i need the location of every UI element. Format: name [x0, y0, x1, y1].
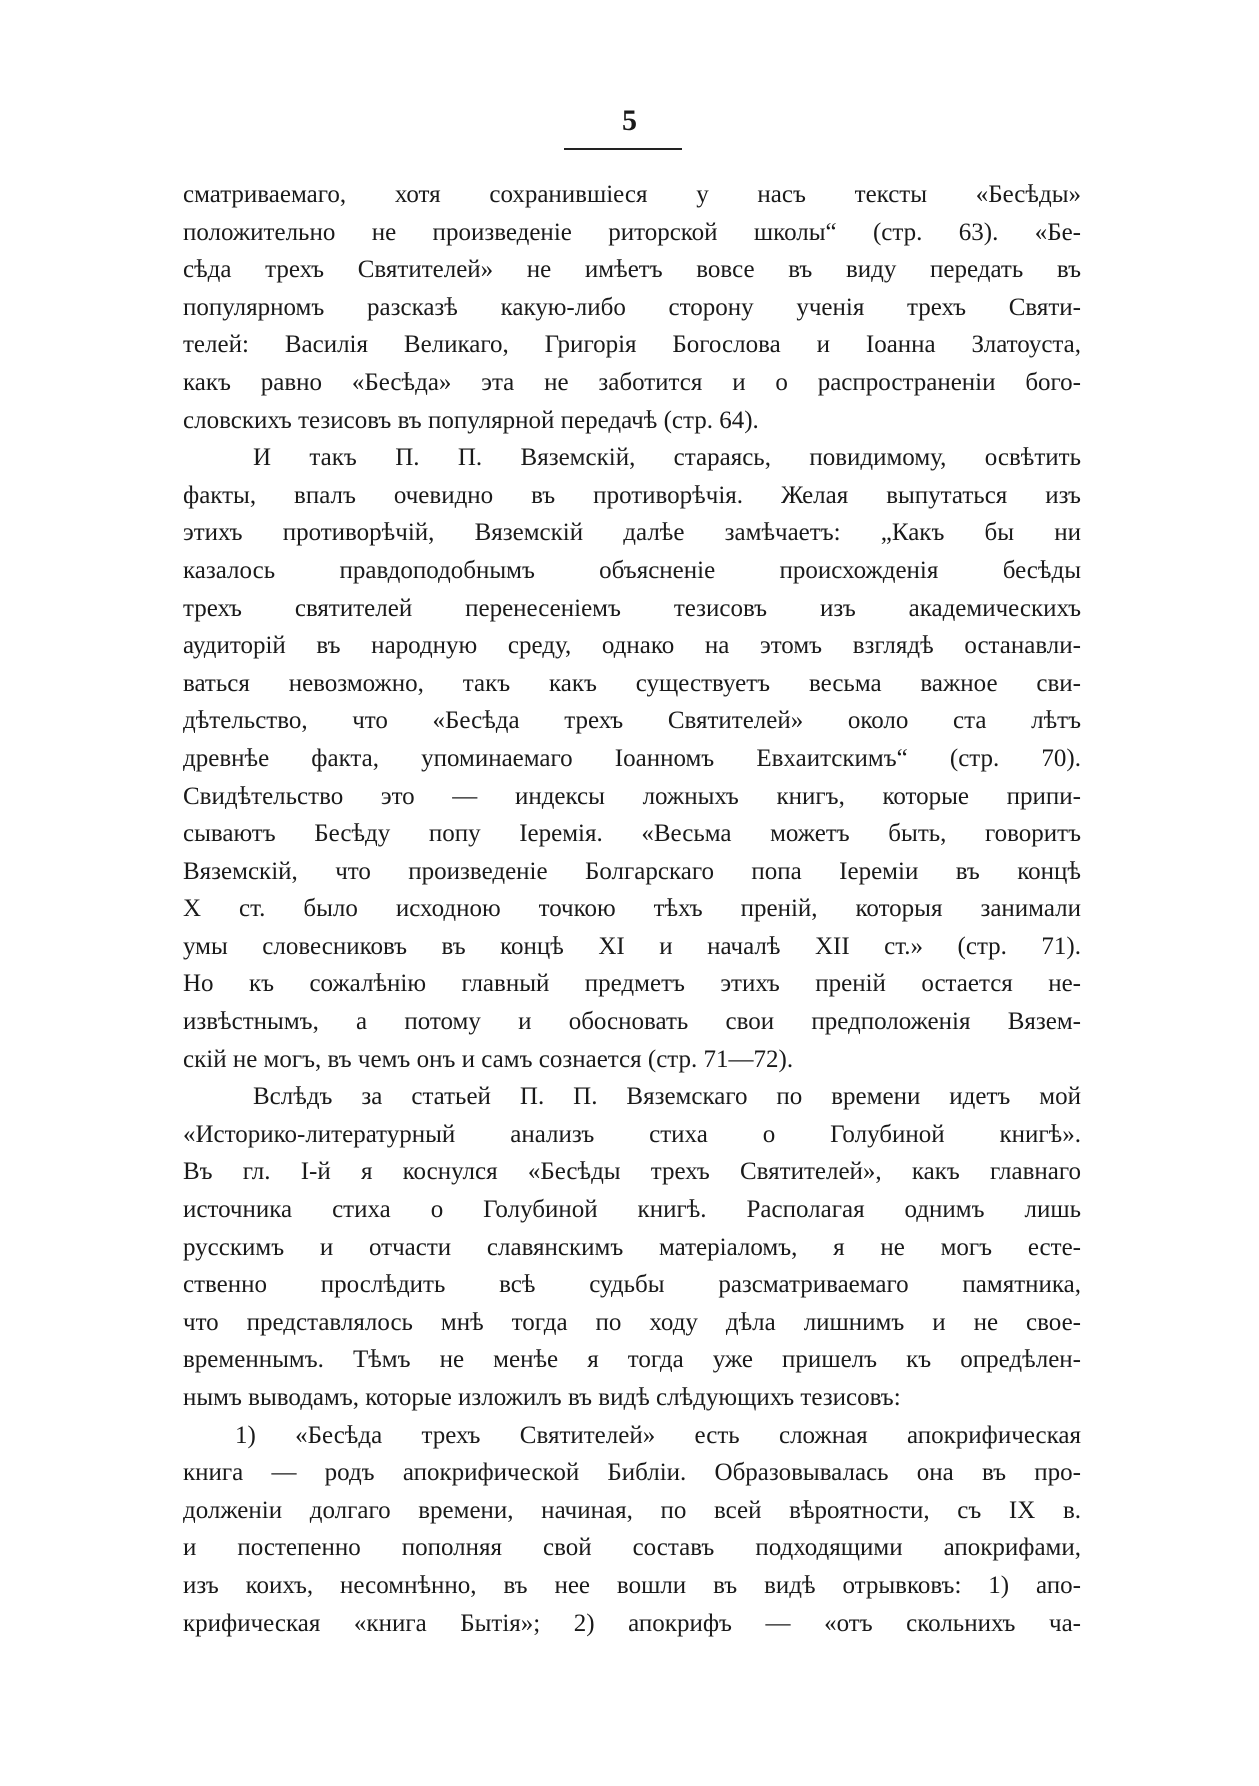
text-line: источника стиха о Голубиной книгѣ. Располагая однимъ лишь	[183, 1196, 1081, 1224]
text-line: Но къ сожалѣнію главный предметъ этихъ преній остается не-	[183, 970, 1081, 998]
text-line: крифическая «книга Бытія»; 2) апокрифъ — «отъ скольнихъ ча-	[183, 1609, 1081, 1637]
text-line: временнымъ. Тѣмъ не менѣе я тогда уже пришелъ къ опредѣлен-	[183, 1346, 1081, 1374]
text-line: дѣтельство, что «Бесѣда трехъ Святителей» около ста лѣтъ	[183, 707, 1081, 735]
text-line: ственно прослѣдить всѣ судьбы разсматриваемаго памятника,	[183, 1271, 1081, 1299]
text-line: и постепенно пополняя свой составъ подходящими апокрифами,	[183, 1534, 1081, 1562]
text-line: Въ гл. I-й я коснулся «Бесѣды трехъ Святителей», какъ главнаго	[183, 1158, 1081, 1186]
paragraph-first-line: 1) «Бесѣда трехъ Святителей» есть сложная апокрифическая	[235, 1421, 1081, 1449]
text-line: словскихъ тезисовъ въ популярной передачѣ (стр. 64).	[183, 406, 759, 434]
paragraph-first-line: И такъ П. П. Вяземскій, стараясь, повидимому, освѣтить	[253, 444, 1081, 472]
text-line: X ст. было исходною точкою тѣхъ преній, которыя занимали	[183, 895, 1081, 923]
text-line: русскимъ и отчасти славянскимъ матеріаломъ, я не могъ есте-	[183, 1233, 1081, 1261]
text-line: скій не могъ, въ чемъ онъ и самъ сознается (стр. 71—72).	[183, 1045, 794, 1073]
text-line: сматриваемаго, хотя сохранившіеся у насъ тексты «Бесѣды»	[183, 181, 1081, 208]
text-line: этихъ противорѣчій, Вяземскій далѣе замѣчаетъ: „Какъ бы ни	[183, 519, 1081, 547]
text-line: сѣда трехъ Святителей» не имѣетъ вовсе въ виду передать въ	[183, 256, 1081, 284]
text-line: трехъ святителей перенесеніемъ тезисовъ изъ академическихъ	[183, 594, 1081, 622]
body-text	[183, 176, 1081, 1642]
text-line: телей: Василія Великаго, Григорія Богослова и Іоанна Златоуста,	[183, 331, 1081, 359]
text-line: книга — родъ апокрифической Библіи. Образовывалась она въ про-	[183, 1459, 1081, 1487]
header-rule	[564, 148, 682, 150]
paragraph-first-line: Вслѣдъ за статьей П. П. Вяземскаго по времени идетъ мой	[253, 1083, 1081, 1111]
text-line: Вяземскій, что произведеніе Болгарскаго попа Іереміи въ концѣ	[183, 857, 1081, 885]
text-line: долженіи долгаго времени, начиная, по всей вѣроятности, съ IX в.	[183, 1496, 1081, 1524]
text-line: нымъ выводамъ, которые изложилъ въ видѣ слѣдующихъ тезисовъ:	[183, 1384, 901, 1411]
text-line: популярномъ разсказѣ какую-либо сторону ученія трехъ Святи-	[183, 293, 1081, 321]
text-line: сываютъ Бесѣду попу Іеремія. «Весьма можетъ быть, говоритъ	[183, 820, 1081, 848]
text-line: аудиторій въ народную среду, однако на этомъ взглядѣ останавли-	[183, 632, 1081, 660]
text-line: «Историко-литературный анализъ стиха о Голубиной книгѣ».	[183, 1120, 1081, 1148]
text-line: ваться невозможно, такъ какъ существуетъ весьма важное сви-	[183, 669, 1081, 697]
text-line: изъ коихъ, несомнѣнно, въ нее вошли въ видѣ отрывковъ: 1) апо-	[183, 1571, 1081, 1599]
text-line: какъ равно «Бесѣда» эта не заботится и о распространеніи бого-	[183, 368, 1081, 396]
text-line: извѣстнымъ, а потому и обосновать свои предположенія Вязем-	[183, 1008, 1081, 1036]
text-line: факты, впалъ очевидно въ противорѣчія. Желая выпутаться изъ	[183, 481, 1081, 509]
text-line: умы словесниковъ въ концѣ XI и началѣ XII ст.» (стр. 71).	[183, 932, 1081, 960]
page-number: 5	[622, 104, 637, 137]
text-line: казалось правдоподобнымъ объясненіе происхожденія бесѣды	[183, 556, 1081, 584]
text-line: что представлялось мнѣ тогда по ходу дѣла лишнимъ и не свое-	[183, 1308, 1081, 1336]
text-line: положительно не произведеніе риторской школы“ (стр. 63). «Бе-	[183, 218, 1081, 246]
text-line: Свидѣтельство это — индексы ложныхъ книгъ, которые припи-	[183, 782, 1081, 810]
text-line: древнѣе факта, упоминаемаго Іоанномъ Евхаитскимъ“ (стр. 70).	[183, 744, 1081, 772]
